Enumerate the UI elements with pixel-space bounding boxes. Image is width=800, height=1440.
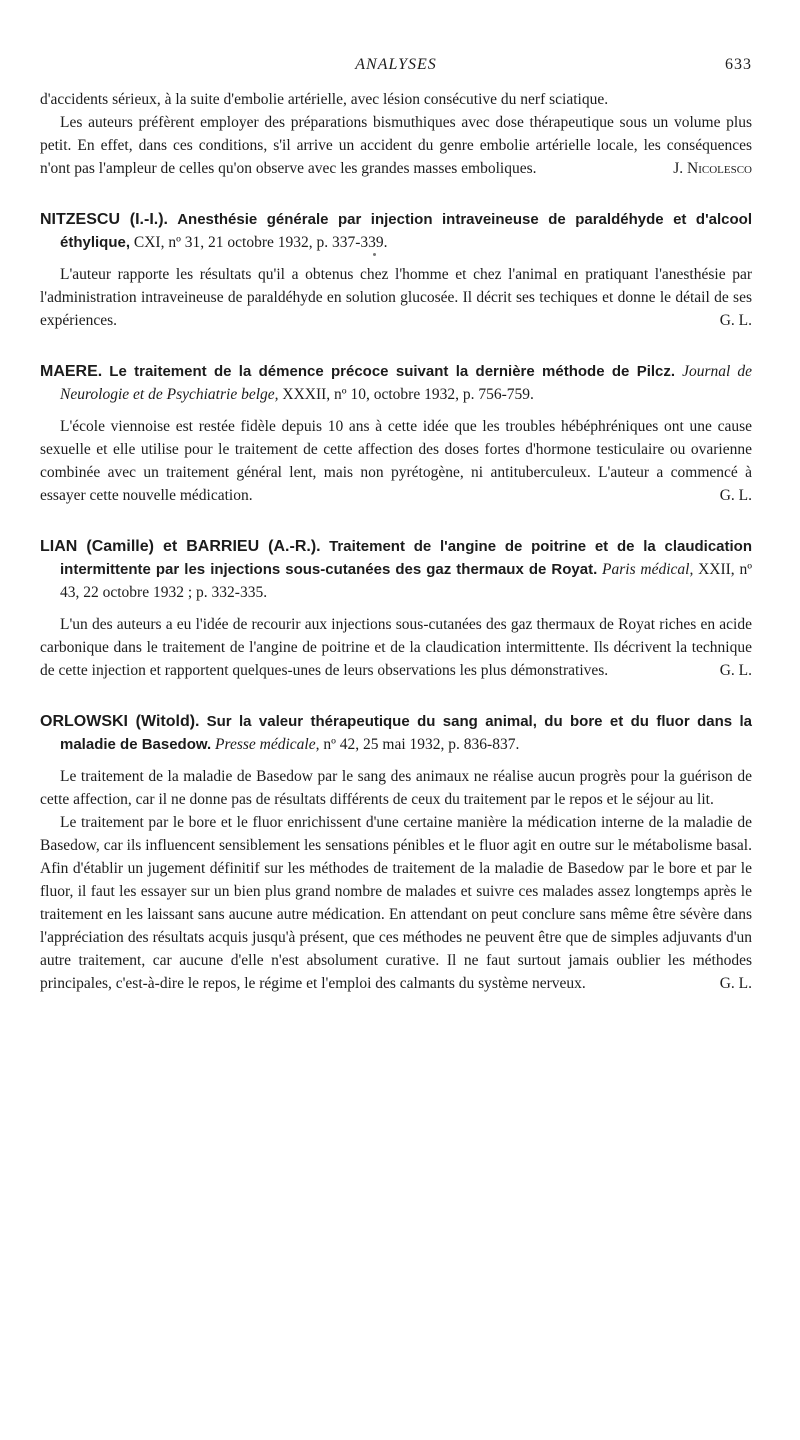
author-names: NITZESCU (I.-I.). xyxy=(40,211,168,228)
article-orlowski xyxy=(40,710,752,995)
article-nitzescu xyxy=(40,208,752,332)
signature: G. L. xyxy=(719,487,752,504)
citation xyxy=(40,208,752,254)
abstract-text: L'un des auteurs a eu l'idée de recourir aux injections sous-cutanées des gaz thermaux de Royat riches en acide carbonique dans le traitement de l'angine de poitrine et de la claudication intermittente. Ils décrivent la technique de cette injection et rapportent quelques-unes de leurs observations les plus démonstratives. xyxy=(40,616,752,679)
citation xyxy=(40,535,752,604)
citation xyxy=(40,360,752,406)
reference: XXXII, nº 10, octobre 1932, p. 756-759. xyxy=(282,386,534,403)
reference: XXII, nº 43, 22 octobre 1932 ; p. 332-335. xyxy=(60,561,752,601)
signature: G. L. xyxy=(719,312,752,329)
abstract-text: L'école viennoise est restée fidèle depuis 10 ans à cette idée que les troubles hébéphréniques ont une cause sexuelle et elle utilise pour le traitement de cette affection des doses fortes d'hormone testiculaire ou ovarienne combinée avec un traitement général lent, mais non pyrétogène, ni antituberculeux. L'auteur a commencé à essayer cette nouvelle médication. xyxy=(40,418,752,504)
signature: G. L. xyxy=(719,975,752,992)
author-names: LIAN (Camille) et BARRIEU (A.-R.). xyxy=(40,538,321,555)
abstract-paragraph xyxy=(40,415,752,507)
signature: G. L. xyxy=(719,662,752,679)
journal-name: Journal de Neurologie et de Psychiatrie belge, xyxy=(60,363,753,403)
author-names: ORLOWSKI (Witold). xyxy=(40,713,200,730)
article-maere xyxy=(40,360,752,507)
author-names: MAERE. xyxy=(40,363,103,380)
reference: nº 42, 25 mai 1932, p. 836-837. xyxy=(323,736,520,753)
abstract-paragraph: Le traitement de la maladie de Basedow par le sang des animaux ne réalise aucun progrès pour la guérison de cette affection, car il ne donne pas de résultats différents de ceux du traitement par le repos et le séjour au lit. xyxy=(40,768,752,808)
intro-section xyxy=(40,88,752,180)
running-title: ANALYSES xyxy=(355,56,437,73)
citation xyxy=(40,710,752,756)
separator-dot xyxy=(373,253,376,256)
abstract-paragraph xyxy=(40,811,752,995)
intro-paragraph: d'accidents sérieux, à la suite d'embolie artérielle, avec lésion consécutive du nerf sciatique. xyxy=(40,91,609,108)
abstract-paragraph xyxy=(40,613,752,682)
abstract-text: L'auteur rapporte les résultats qu'il a obtenus chez l'homme et chez l'animal en pratiquant l'anesthésie par l'administration intraveineuse de paraldéhyde en solution glucosée. Il décrit ses techiques et donne le détail de ses expériences. xyxy=(40,266,752,329)
running-header xyxy=(40,56,752,78)
page-content xyxy=(40,88,752,995)
article-title: Traitement de l'angine de poitrine et de la claudication intermittente par les injections sous-cutanées des gaz thermaux de Royat. xyxy=(60,538,753,578)
article-title: Le traitement de la démence précoce suivant la dernière méthode de Pilcz. xyxy=(109,363,676,380)
article-title: Sur la valeur thérapeutique du sang animal, du bore et du fluor dans la maladie de Basedow. xyxy=(60,713,752,753)
journal-name: Paris médical, xyxy=(602,561,694,578)
article-title: Anesthésie générale par injection intraveineuse de paraldéhyde et d'alcool éthylique, xyxy=(60,211,753,251)
reference: CXI, nº 31, 21 octobre 1932, p. 337-339. xyxy=(133,234,388,251)
journal-name: Presse médicale, xyxy=(215,736,320,753)
abstract-paragraph xyxy=(40,263,752,332)
page-number: 633 xyxy=(725,56,752,73)
intro-paragraph xyxy=(40,111,752,180)
abstract-text: Le traitement par le bore et le fluor enrichissent d'une certaine manière la médication interne de la maladie de Basedow, car ils influencent sensiblement les sensations pénibles et le fluor agit en outre sur le métabolisme basal. Afin d'établir un jugement définitif sur les méthodes de traitement de la maladie de Basedow par le bore et par le fluor, il faut les essayer sur un bien plus grand nombre de malades et suivre ces malades assez longtemps après le traitement en les laissant sans aucune autre médication. En attendant on peut conclure sans même être sévère dans l'appréciation des résultats acquis jusqu'à présent, que ces méthodes ne peuvent être que de simples adjuvants d'un autre traitement, car aucune d'elle n'est absolument curative. Il ne faut surtout jamais oublier les méthodes principales, c'est-à-dire le repos, le régime et l'emploi des calmants du système nerveux. xyxy=(40,814,752,992)
article-lian-barrieu xyxy=(40,535,752,682)
intro-paragraph-text: Les auteurs préfèrent employer des préparations bismuthiques avec dose thérapeutique sous un volume plus petit. En effet, dans ces conditions, s'il arrive un accident du genre embolie artérielle locale, les conséquences n'ont pas l'ampleur de celles qu'on observe avec les grandes masses emboliques. xyxy=(40,114,752,177)
signature: J. Nicolesco xyxy=(673,160,752,177)
